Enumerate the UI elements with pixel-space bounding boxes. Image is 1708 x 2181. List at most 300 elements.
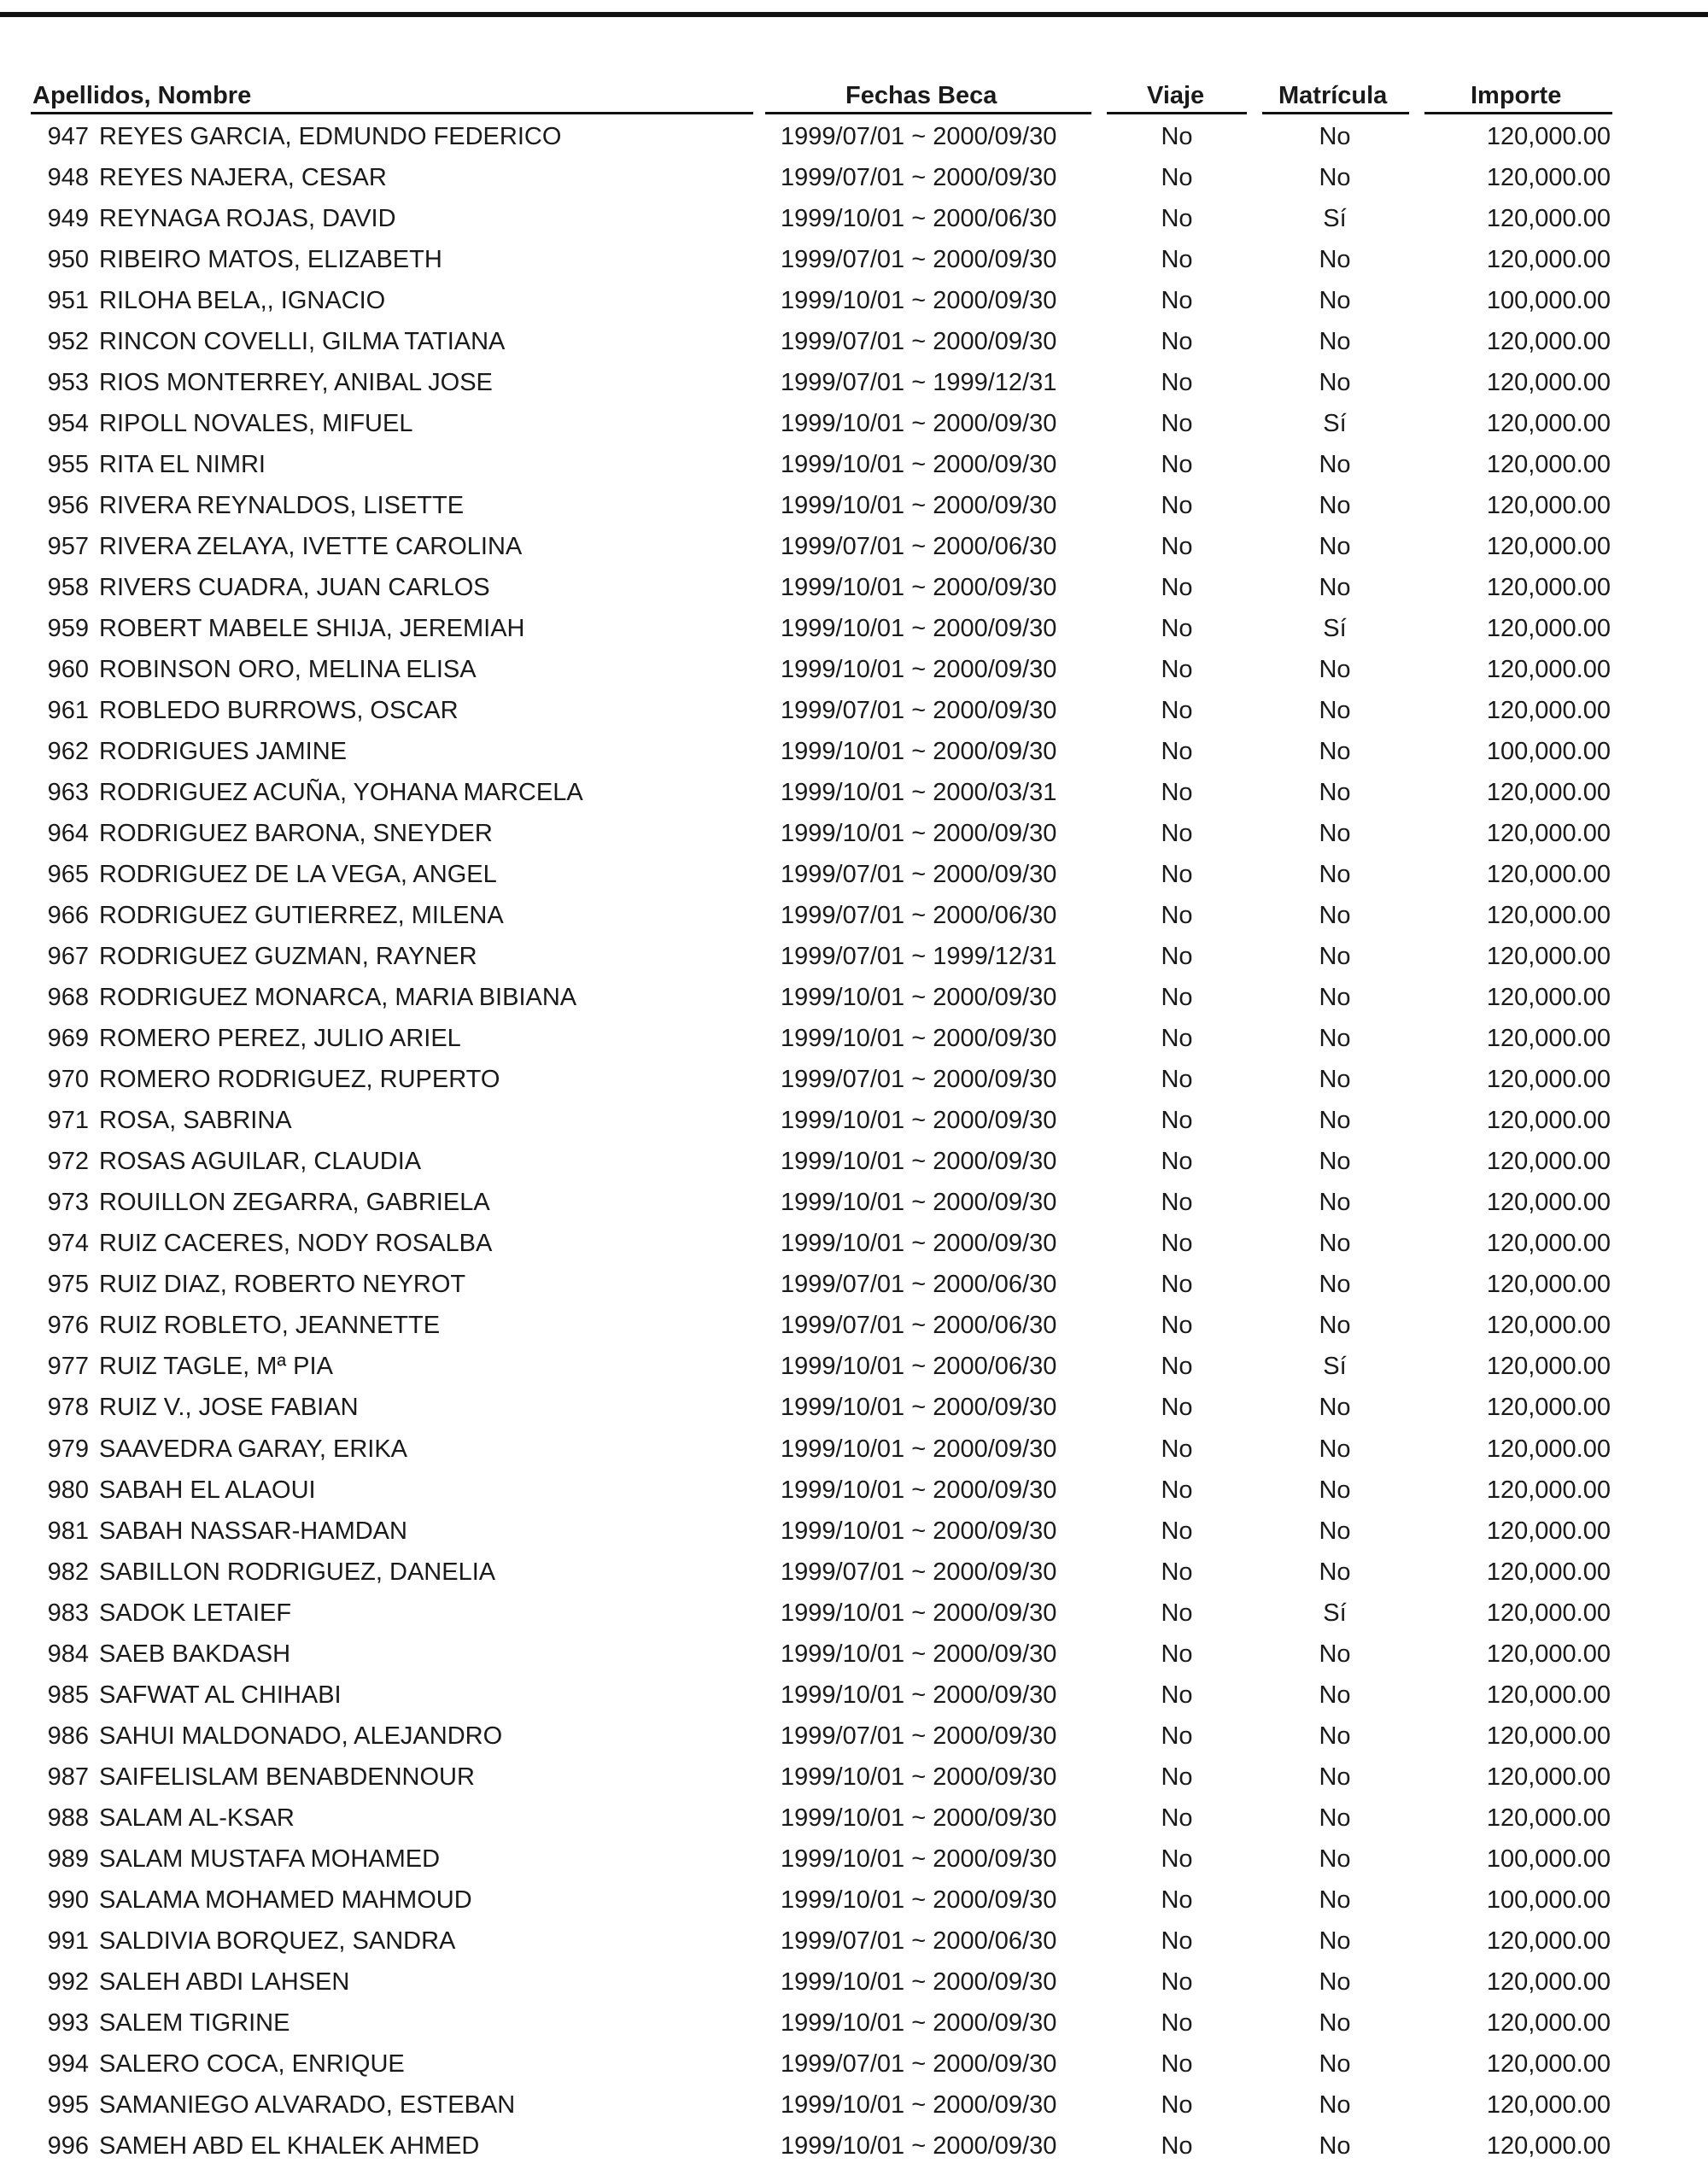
table-row bbox=[0, 1511, 1708, 1552]
row-name: RIBEIRO MATOS, ELIZABETH bbox=[99, 246, 442, 274]
row-importe: 120,000.00 bbox=[1486, 820, 1611, 848]
row-dates: 1999/10/01 ~ 2000/09/30 bbox=[781, 1148, 1057, 1176]
row-matricula: No bbox=[1319, 1968, 1351, 1996]
row-dates: 1999/07/01 ~ 2000/09/30 bbox=[781, 164, 1057, 192]
row-dates: 1999/07/01 ~ 2000/09/30 bbox=[781, 861, 1057, 889]
row-dates: 1999/10/01 ~ 2000/09/30 bbox=[781, 1107, 1057, 1135]
row-name: ROBINSON ORO, MELINA ELISA bbox=[99, 656, 477, 684]
row-viaje: No bbox=[1161, 492, 1193, 520]
row-matricula: No bbox=[1319, 1271, 1351, 1299]
row-name: SAMEH ABD EL KHALEK AHMED bbox=[99, 2131, 480, 2160]
row-number: 976 bbox=[47, 1312, 89, 1340]
row-name: RIVERS CUADRA, JUAN CARLOS bbox=[99, 574, 490, 602]
row-dates: 1999/10/01 ~ 2000/09/30 bbox=[781, 1189, 1057, 1217]
row-importe: 120,000.00 bbox=[1486, 2131, 1611, 2160]
row-dates: 1999/10/01 ~ 2000/09/30 bbox=[781, 1763, 1057, 1791]
row-number: 989 bbox=[47, 1845, 89, 1873]
row-viaje: No bbox=[1161, 533, 1193, 561]
row-matricula: No bbox=[1319, 1722, 1351, 1750]
row-matricula: No bbox=[1319, 1189, 1351, 1217]
row-importe: 120,000.00 bbox=[1486, 533, 1611, 561]
row-matricula: No bbox=[1319, 943, 1351, 971]
row-name: RILOHA BELA,, IGNACIO bbox=[99, 287, 386, 315]
row-dates: 1999/10/01 ~ 2000/09/30 bbox=[781, 1230, 1057, 1258]
row-number: 958 bbox=[47, 574, 89, 602]
row-matricula: No bbox=[1319, 656, 1351, 684]
table-row bbox=[0, 1470, 1708, 1511]
row-dates: 1999/07/01 ~ 2000/09/30 bbox=[781, 1722, 1057, 1750]
row-viaje: No bbox=[1161, 697, 1193, 725]
header-viaje: Viaje bbox=[1147, 82, 1205, 109]
row-number: 994 bbox=[47, 2049, 89, 2078]
row-viaje: No bbox=[1161, 246, 1193, 274]
row-dates: 1999/10/01 ~ 2000/09/30 bbox=[781, 1886, 1057, 1914]
row-dates: 1999/10/01 ~ 2000/09/30 bbox=[781, 2090, 1057, 2119]
row-viaje: No bbox=[1161, 738, 1193, 766]
row-dates: 1999/10/01 ~ 2000/09/30 bbox=[781, 656, 1057, 684]
row-number: 974 bbox=[47, 1230, 89, 1258]
row-importe: 120,000.00 bbox=[1486, 984, 1611, 1012]
row-importe: 120,000.00 bbox=[1486, 123, 1611, 150]
row-importe: 120,000.00 bbox=[1486, 1312, 1611, 1340]
table-row bbox=[0, 1305, 1708, 1346]
header-underline-importe bbox=[1424, 112, 1612, 114]
row-dates: 1999/10/01 ~ 2000/09/30 bbox=[781, 410, 1057, 438]
row-dates: 1999/10/01 ~ 2000/09/30 bbox=[781, 1476, 1057, 1504]
row-importe: 120,000.00 bbox=[1486, 1230, 1611, 1258]
table-row bbox=[0, 772, 1708, 813]
row-number: 965 bbox=[47, 861, 89, 889]
row-viaje: No bbox=[1161, 1230, 1193, 1258]
row-importe: 120,000.00 bbox=[1486, 1476, 1611, 1504]
row-importe: 120,000.00 bbox=[1486, 1353, 1611, 1381]
row-matricula: No bbox=[1319, 123, 1351, 150]
row-matricula: No bbox=[1319, 861, 1351, 889]
row-matricula: No bbox=[1319, 492, 1351, 520]
row-name: REYNAGA ROJAS, DAVID bbox=[99, 205, 396, 233]
row-name: RUIZ V., JOSE FABIAN bbox=[99, 1394, 359, 1422]
row-number: 948 bbox=[47, 164, 89, 192]
row-number: 953 bbox=[47, 369, 89, 397]
row-viaje: No bbox=[1161, 2009, 1193, 2037]
row-number: 967 bbox=[47, 943, 89, 971]
header-underline-viaje bbox=[1107, 112, 1247, 114]
row-viaje: No bbox=[1161, 287, 1193, 315]
row-dates: 1999/10/01 ~ 2000/09/30 bbox=[781, 1435, 1057, 1463]
row-dates: 1999/10/01 ~ 2000/03/31 bbox=[781, 779, 1057, 807]
row-dates: 1999/10/01 ~ 2000/09/30 bbox=[781, 2131, 1057, 2160]
row-viaje: No bbox=[1161, 1312, 1193, 1340]
row-matricula: No bbox=[1319, 328, 1351, 356]
row-matricula: No bbox=[1319, 246, 1351, 274]
row-name: SALERO COCA, ENRIQUE bbox=[99, 2049, 405, 2078]
row-name: ROBLEDO BURROWS, OSCAR bbox=[99, 697, 459, 725]
row-viaje: No bbox=[1161, 451, 1193, 479]
row-name: RIPOLL NOVALES, MIFUEL bbox=[99, 410, 413, 438]
row-number: 970 bbox=[47, 1066, 89, 1094]
table-row bbox=[0, 2125, 1708, 2166]
row-number: 996 bbox=[47, 2131, 89, 2160]
row-number: 993 bbox=[47, 2009, 89, 2037]
table-row bbox=[0, 1059, 1708, 1100]
table-row bbox=[0, 649, 1708, 690]
row-viaje: No bbox=[1161, 1927, 1193, 1955]
row-importe: 120,000.00 bbox=[1486, 369, 1611, 397]
row-name: ROSA, SABRINA bbox=[99, 1107, 292, 1135]
row-viaje: No bbox=[1161, 574, 1193, 602]
row-importe: 120,000.00 bbox=[1486, 1599, 1611, 1627]
table-row bbox=[0, 157, 1708, 198]
row-importe: 120,000.00 bbox=[1486, 1927, 1611, 1955]
row-dates: 1999/07/01 ~ 2000/06/30 bbox=[781, 1312, 1057, 1340]
row-name: ROMERO RODRIGUEZ, RUPERTO bbox=[99, 1066, 500, 1094]
row-viaje: No bbox=[1161, 1968, 1193, 1996]
table-row bbox=[0, 1962, 1708, 2003]
row-number: 975 bbox=[47, 1271, 89, 1299]
row-matricula: No bbox=[1319, 1312, 1351, 1340]
row-number: 960 bbox=[47, 656, 89, 684]
row-matricula: No bbox=[1319, 164, 1351, 192]
row-number: 990 bbox=[47, 1886, 89, 1914]
row-dates: 1999/07/01 ~ 2000/09/30 bbox=[781, 246, 1057, 274]
row-viaje: No bbox=[1161, 861, 1193, 889]
table-row bbox=[0, 567, 1708, 608]
row-name: SAAVEDRA GARAY, ERIKA bbox=[99, 1435, 408, 1463]
row-number: 991 bbox=[47, 1927, 89, 1955]
row-dates: 1999/07/01 ~ 2000/09/30 bbox=[781, 328, 1057, 356]
row-dates: 1999/10/01 ~ 2000/09/30 bbox=[781, 984, 1057, 1012]
row-name: RODRIGUEZ ACUÑA, YOHANA MARCELA bbox=[99, 779, 583, 807]
row-dates: 1999/07/01 ~ 2000/09/30 bbox=[781, 697, 1057, 725]
row-name: SAEB BAKDASH bbox=[99, 1640, 291, 1668]
row-number: 957 bbox=[47, 533, 89, 561]
table-row bbox=[0, 1100, 1708, 1141]
row-dates: 1999/10/01 ~ 2000/09/30 bbox=[781, 1025, 1057, 1053]
row-matricula: No bbox=[1319, 1148, 1351, 1176]
row-number: 978 bbox=[47, 1394, 89, 1422]
table-row bbox=[0, 1223, 1708, 1264]
row-viaje: No bbox=[1161, 410, 1193, 438]
table-row bbox=[0, 936, 1708, 977]
row-viaje: No bbox=[1161, 2049, 1193, 2078]
header-underline-matricula bbox=[1262, 112, 1409, 114]
row-matricula: No bbox=[1319, 2049, 1351, 2078]
row-viaje: No bbox=[1161, 1886, 1193, 1914]
table-row bbox=[0, 362, 1708, 403]
row-importe: 120,000.00 bbox=[1486, 246, 1611, 274]
row-importe: 120,000.00 bbox=[1486, 1681, 1611, 1709]
row-viaje: No bbox=[1161, 1558, 1193, 1586]
row-dates: 1999/07/01 ~ 2000/09/30 bbox=[781, 1558, 1057, 1586]
row-name: SALAM AL-KSAR bbox=[99, 1804, 295, 1832]
row-number: 984 bbox=[47, 1640, 89, 1668]
table-row bbox=[0, 1757, 1708, 1798]
row-dates: 1999/10/01 ~ 2000/09/30 bbox=[781, 1517, 1057, 1545]
row-number: 963 bbox=[47, 779, 89, 807]
table-row bbox=[0, 526, 1708, 567]
row-name: SABAH NASSAR-HAMDAN bbox=[99, 1517, 407, 1545]
row-name: SABAH EL ALAOUI bbox=[99, 1476, 316, 1504]
table-row bbox=[0, 1634, 1708, 1675]
row-viaje: No bbox=[1161, 1476, 1193, 1504]
row-name: ROUILLON ZEGARRA, GABRIELA bbox=[99, 1189, 490, 1217]
row-matricula: No bbox=[1319, 1230, 1351, 1258]
row-name: RUIZ TAGLE, Mª PIA bbox=[99, 1353, 333, 1381]
table-row bbox=[0, 198, 1708, 239]
row-name: ROSAS AGUILAR, CLAUDIA bbox=[99, 1148, 422, 1176]
row-viaje: No bbox=[1161, 1189, 1193, 1217]
row-name: ROMERO PEREZ, JULIO ARIEL bbox=[99, 1025, 461, 1053]
row-dates: 1999/07/01 ~ 1999/12/31 bbox=[781, 943, 1057, 971]
row-matricula: No bbox=[1319, 820, 1351, 848]
row-importe: 120,000.00 bbox=[1486, 615, 1611, 643]
row-matricula: No bbox=[1319, 697, 1351, 725]
row-viaje: No bbox=[1161, 205, 1193, 233]
row-number: 972 bbox=[47, 1148, 89, 1176]
table-row bbox=[0, 1839, 1708, 1880]
header-importe: Importe bbox=[1471, 82, 1562, 109]
row-importe: 120,000.00 bbox=[1486, 861, 1611, 889]
row-dates: 1999/07/01 ~ 2000/09/30 bbox=[781, 123, 1057, 150]
row-number: 981 bbox=[47, 1517, 89, 1545]
table-row bbox=[0, 239, 1708, 280]
row-dates: 1999/10/01 ~ 2000/09/30 bbox=[781, 574, 1057, 602]
row-viaje: No bbox=[1161, 984, 1193, 1012]
row-name: SALEH ABDI LAHSEN bbox=[99, 1968, 350, 1996]
table-row bbox=[0, 1387, 1708, 1428]
row-importe: 100,000.00 bbox=[1486, 1886, 1611, 1914]
row-importe: 120,000.00 bbox=[1486, 1435, 1611, 1463]
row-importe: 120,000.00 bbox=[1486, 2049, 1611, 2078]
row-dates: 1999/07/01 ~ 2000/06/30 bbox=[781, 533, 1057, 561]
row-viaje: No bbox=[1161, 2131, 1193, 2160]
row-viaje: No bbox=[1161, 2090, 1193, 2119]
row-number: 968 bbox=[47, 984, 89, 1012]
row-matricula: No bbox=[1319, 1517, 1351, 1545]
header-name: Apellidos, Nombre bbox=[32, 82, 252, 109]
row-viaje: No bbox=[1161, 1763, 1193, 1791]
row-viaje: No bbox=[1161, 656, 1193, 684]
row-importe: 120,000.00 bbox=[1486, 492, 1611, 520]
table-row bbox=[0, 1880, 1708, 1921]
table-row bbox=[0, 1921, 1708, 1962]
row-importe: 120,000.00 bbox=[1486, 1394, 1611, 1422]
top-rule bbox=[0, 12, 1708, 17]
row-matricula: No bbox=[1319, 902, 1351, 930]
row-viaje: No bbox=[1161, 1271, 1193, 1299]
row-importe: 100,000.00 bbox=[1486, 1845, 1611, 1873]
row-name: SALEM TIGRINE bbox=[99, 2009, 290, 2037]
row-viaje: No bbox=[1161, 1599, 1193, 1627]
row-matricula: No bbox=[1319, 1763, 1351, 1791]
row-name: REYES NAJERA, CESAR bbox=[99, 164, 387, 192]
row-matricula: No bbox=[1319, 1107, 1351, 1135]
row-number: 987 bbox=[47, 1763, 89, 1791]
row-number: 969 bbox=[47, 1025, 89, 1053]
row-dates: 1999/10/01 ~ 2000/09/30 bbox=[781, 615, 1057, 643]
row-viaje: No bbox=[1161, 328, 1193, 356]
table-row bbox=[0, 2003, 1708, 2044]
row-number: 952 bbox=[47, 328, 89, 356]
row-number: 966 bbox=[47, 902, 89, 930]
row-dates: 1999/07/01 ~ 1999/12/31 bbox=[781, 369, 1057, 397]
table-row bbox=[0, 116, 1708, 157]
row-matricula: Sí bbox=[1323, 1599, 1347, 1627]
row-number: 951 bbox=[47, 287, 89, 315]
row-matricula: No bbox=[1319, 1394, 1351, 1422]
row-name: RITA EL NIMRI bbox=[99, 451, 266, 479]
row-viaje: No bbox=[1161, 1722, 1193, 1750]
row-importe: 120,000.00 bbox=[1486, 1558, 1611, 1586]
row-matricula: No bbox=[1319, 533, 1351, 561]
row-importe: 120,000.00 bbox=[1486, 697, 1611, 725]
row-dates: 1999/10/01 ~ 2000/06/30 bbox=[781, 205, 1057, 233]
table-row bbox=[0, 1798, 1708, 1839]
table-row bbox=[0, 854, 1708, 895]
table-row bbox=[0, 280, 1708, 321]
row-viaje: No bbox=[1161, 164, 1193, 192]
row-number: 973 bbox=[47, 1189, 89, 1217]
row-name: RODRIGUEZ DE LA VEGA, ANGEL bbox=[99, 861, 497, 889]
table-row bbox=[0, 2044, 1708, 2085]
table-row bbox=[0, 1182, 1708, 1223]
table-row bbox=[0, 2085, 1708, 2125]
table-row bbox=[0, 403, 1708, 444]
row-name: SALDIVIA BORQUEZ, SANDRA bbox=[99, 1927, 456, 1955]
row-name: SAIFELISLAM BENABDENNOUR bbox=[99, 1763, 475, 1791]
row-viaje: No bbox=[1161, 1640, 1193, 1668]
row-name: ROBERT MABELE SHIJA, JEREMIAH bbox=[99, 615, 525, 643]
table-row bbox=[0, 690, 1708, 731]
row-dates: 1999/07/01 ~ 2000/09/30 bbox=[781, 2049, 1057, 2078]
row-dates: 1999/10/01 ~ 2000/09/30 bbox=[781, 1599, 1057, 1627]
row-matricula: No bbox=[1319, 1435, 1351, 1463]
row-importe: 120,000.00 bbox=[1486, 943, 1611, 971]
row-number: 983 bbox=[47, 1599, 89, 1627]
row-number: 988 bbox=[47, 1804, 89, 1832]
row-number: 980 bbox=[47, 1476, 89, 1504]
row-number: 995 bbox=[47, 2090, 89, 2119]
row-importe: 120,000.00 bbox=[1486, 1271, 1611, 1299]
row-name: SADOK LETAIEF bbox=[99, 1599, 292, 1627]
row-importe: 120,000.00 bbox=[1486, 1804, 1611, 1832]
row-matricula: No bbox=[1319, 1886, 1351, 1914]
row-viaje: No bbox=[1161, 1353, 1193, 1381]
row-importe: 120,000.00 bbox=[1486, 1148, 1611, 1176]
row-dates: 1999/10/01 ~ 2000/09/30 bbox=[781, 492, 1057, 520]
row-viaje: No bbox=[1161, 1107, 1193, 1135]
row-number: 950 bbox=[47, 246, 89, 274]
table-row bbox=[0, 321, 1708, 362]
row-matricula: No bbox=[1319, 1025, 1351, 1053]
row-number: 982 bbox=[47, 1558, 89, 1586]
row-name: RUIZ DIAZ, ROBERTO NEYROT bbox=[99, 1271, 466, 1299]
row-importe: 120,000.00 bbox=[1486, 2009, 1611, 2037]
row-viaje: No bbox=[1161, 1066, 1193, 1094]
row-matricula: No bbox=[1319, 1927, 1351, 1955]
row-viaje: No bbox=[1161, 902, 1193, 930]
row-name: RODRIGUEZ MONARCA, MARIA BIBIANA bbox=[99, 984, 577, 1012]
table-row bbox=[0, 1716, 1708, 1757]
row-matricula: No bbox=[1319, 451, 1351, 479]
table-row bbox=[0, 813, 1708, 854]
row-dates: 1999/07/01 ~ 2000/06/30 bbox=[781, 1271, 1057, 1299]
row-dates: 1999/10/01 ~ 2000/09/30 bbox=[781, 2009, 1057, 2037]
header-underline-name bbox=[31, 112, 753, 114]
row-number: 986 bbox=[47, 1722, 89, 1750]
row-dates: 1999/07/01 ~ 2000/06/30 bbox=[781, 1927, 1057, 1955]
row-matricula: No bbox=[1319, 2131, 1351, 2160]
row-matricula: No bbox=[1319, 369, 1351, 397]
row-name: RODRIGUES JAMINE bbox=[99, 738, 348, 766]
table-row bbox=[0, 1552, 1708, 1593]
row-importe: 120,000.00 bbox=[1486, 164, 1611, 192]
row-matricula: No bbox=[1319, 1476, 1351, 1504]
row-dates: 1999/10/01 ~ 2000/09/30 bbox=[781, 820, 1057, 848]
table-row bbox=[0, 1675, 1708, 1716]
row-viaje: No bbox=[1161, 943, 1193, 971]
row-matricula: No bbox=[1319, 1640, 1351, 1668]
row-importe: 120,000.00 bbox=[1486, 1968, 1611, 1996]
row-viaje: No bbox=[1161, 820, 1193, 848]
row-number: 962 bbox=[47, 738, 89, 766]
header-dates: Fechas Beca bbox=[845, 82, 997, 109]
row-importe: 120,000.00 bbox=[1486, 1189, 1611, 1217]
table-row bbox=[0, 485, 1708, 526]
row-viaje: No bbox=[1161, 123, 1193, 150]
row-matricula: No bbox=[1319, 1558, 1351, 1586]
row-number: 954 bbox=[47, 410, 89, 438]
row-dates: 1999/10/01 ~ 2000/09/30 bbox=[781, 1394, 1057, 1422]
row-importe: 120,000.00 bbox=[1486, 1763, 1611, 1791]
row-name: SALAM MUSTAFA MOHAMED bbox=[99, 1845, 441, 1873]
row-viaje: No bbox=[1161, 1845, 1193, 1873]
row-name: RODRIGUEZ BARONA, SNEYDER bbox=[99, 820, 493, 848]
row-importe: 120,000.00 bbox=[1486, 902, 1611, 930]
row-importe: 120,000.00 bbox=[1486, 328, 1611, 356]
row-importe: 120,000.00 bbox=[1486, 410, 1611, 438]
row-importe: 120,000.00 bbox=[1486, 779, 1611, 807]
row-matricula: No bbox=[1319, 738, 1351, 766]
row-name: SABILLON RODRIGUEZ, DANELIA bbox=[99, 1558, 496, 1586]
row-importe: 120,000.00 bbox=[1486, 1517, 1611, 1545]
table-row bbox=[0, 444, 1708, 485]
row-number: 992 bbox=[47, 1968, 89, 1996]
row-number: 964 bbox=[47, 820, 89, 848]
row-importe: 100,000.00 bbox=[1486, 738, 1611, 766]
row-importe: 120,000.00 bbox=[1486, 656, 1611, 684]
row-importe: 100,000.00 bbox=[1486, 287, 1611, 315]
row-viaje: No bbox=[1161, 1435, 1193, 1463]
row-matricula: No bbox=[1319, 287, 1351, 315]
row-number: 961 bbox=[47, 697, 89, 725]
row-matricula: No bbox=[1319, 984, 1351, 1012]
header-matricula: Matrícula bbox=[1278, 82, 1388, 109]
row-number: 977 bbox=[47, 1353, 89, 1381]
row-importe: 120,000.00 bbox=[1486, 205, 1611, 233]
row-number: 959 bbox=[47, 615, 89, 643]
table-row bbox=[0, 1264, 1708, 1305]
row-matricula: Sí bbox=[1323, 615, 1347, 643]
row-name: RODRIGUEZ GUZMAN, RAYNER bbox=[99, 943, 477, 971]
row-dates: 1999/10/01 ~ 2000/09/30 bbox=[781, 1845, 1057, 1873]
row-number: 949 bbox=[47, 205, 89, 233]
row-dates: 1999/10/01 ~ 2000/06/30 bbox=[781, 1353, 1057, 1381]
row-dates: 1999/10/01 ~ 2000/09/30 bbox=[781, 1681, 1057, 1709]
row-name: SAHUI MALDONADO, ALEJANDRO bbox=[99, 1722, 503, 1750]
row-importe: 120,000.00 bbox=[1486, 2090, 1611, 2119]
row-importe: 120,000.00 bbox=[1486, 1722, 1611, 1750]
